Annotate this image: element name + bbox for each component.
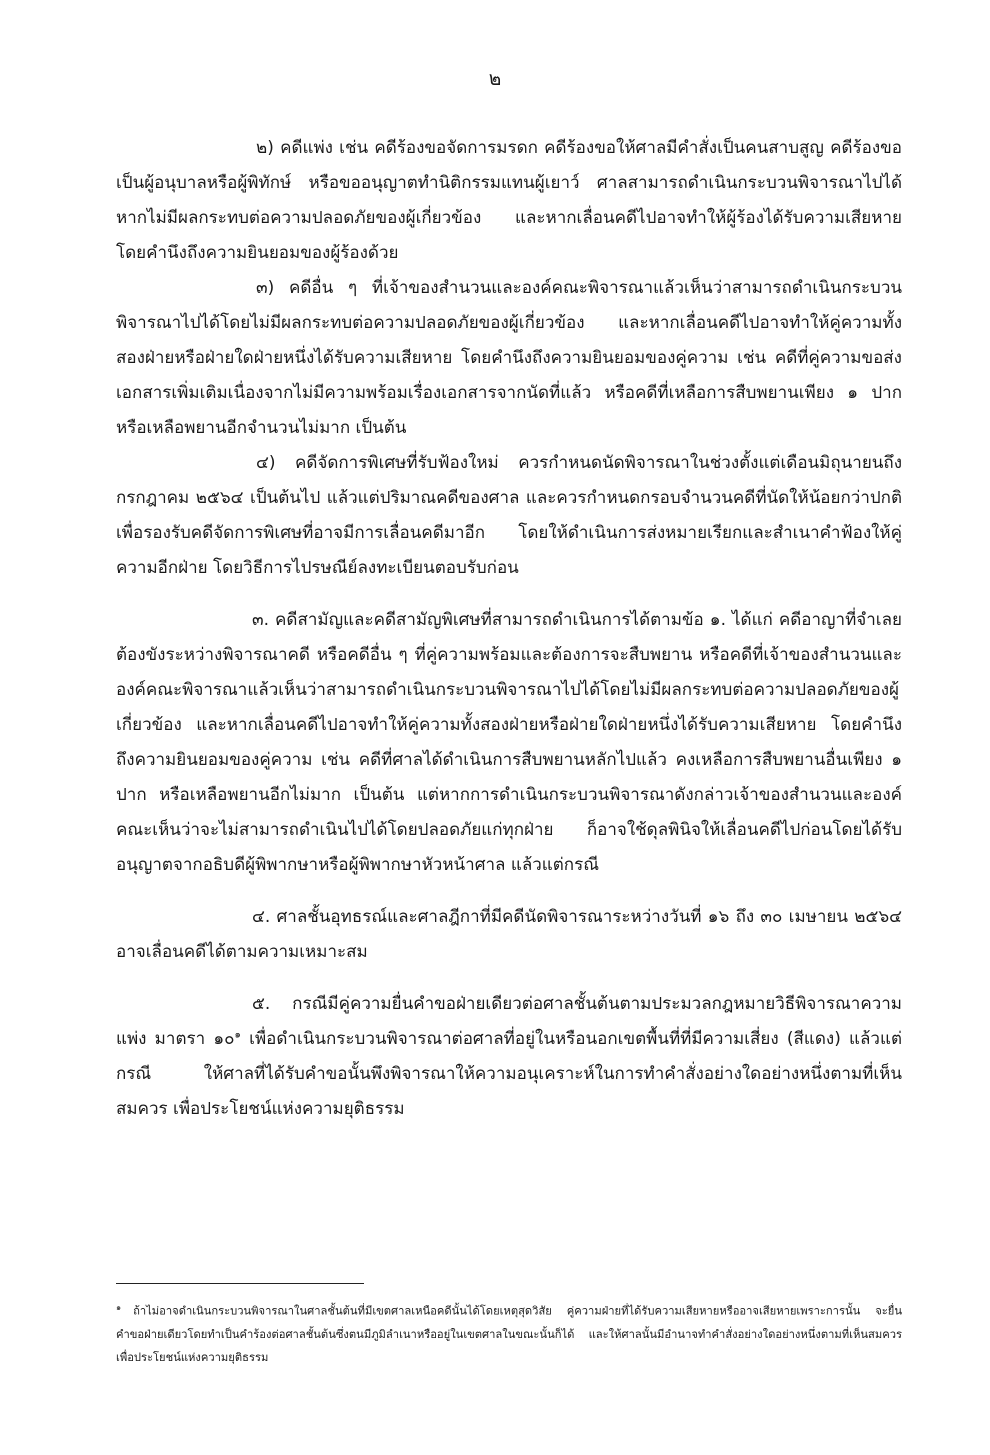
footnote-text: ถ้าไม่อาจดำเนินกระบวนพิจารณาในศาลชั้นต้นที่มีเขตศาลเหนือคดีนั้นได้โดยเหตุสุดวิสัย คู่ความฝ่ายที่ได้รับความเสียหายหรืออาจเสียหายเพราะการนั้น จะยื่นคำขอฝ่ายเดียวโดยทำเป็นคำร้องต่อศาลชั้นต้นซึ่งตนมีภูมิลำเนาหรืออยู่ในเขตศาลในขณะนั้นก็ได้ และให้ศาลนั้นมีอำนาจทำคำสั่งอย่างใดอย่างหนึ่งตามที่เห็นสมควร เพื่อประโยชน์แห่งความยุติธรรม xyxy=(116,1304,902,1364)
paragraph-text-after: เพื่อดำเนินกระบวนพิจารณาต่อศาลที่อยู่ในหรือนอกเขตพื้นที่ที่มีความเสี่ยง (สีแดง) แล้วแต่กรณี ให้ศาลที่ได้รับคำขอนั้นพึงพิจารณาให้ความอนุเคราะห์ในการทำคำสั่งอย่างใดอย่างหนึ่งตามที่เห็นสมควร เพื่อประโยชน์แห่งความยุติธรรม xyxy=(116,1029,902,1119)
page-number: ๒ xyxy=(488,68,502,90)
paragraph-appeal-courts: ๔. ศาลชั้นอุทธรณ์และศาลฎีกาที่มีคดีนัดพิจารณาระหว่างวันที่ ๑๖ ถึง ๓๐ เมษายน ๒๕๖๔ อาจเลื่อนคดีได้ตามความเหมาะสม xyxy=(116,907,902,962)
paragraph-ordinary-cases: ๓. คดีสามัญและคดีสามัญพิเศษที่สามารถดำเนินการได้ตามข้อ ๑. ได้แก่ คดีอาญาที่จำเลยต้องขังระหว่างพิจารณาคดี หรือคดีอื่น ๆ ที่คู่ความพร้อมและต้องการจะสืบพยาน หรือคดีที่เจ้าของสำนวนและองค์คณะพิจารณาแล้วเห็นว่าสามารถดำเนินกระบวนพิจารณาไปได้โดยไม่มีผลกระทบต่อความปลอดภัยของผู้เกี่ยวข้อง และหากเลื่อนคดีไปอาจทำให้คู่ความทั้งสองฝ่ายหรือฝ่ายใดฝ่ายหนึ่งได้รับความเสียหาย โดยคำนึงถึงความยินยอมของคู่ความ เช่น คดีที่ศาลได้ดำเนินการสืบพยานหลักไปแล้ว คงเหลือการสืบพยานอื่นเพียง ๑ ปาก หรือเหลือพยานอีกไม่มาก เป็นต้น แต่หากการดำเนินกระบวนพิจารณาดังกล่าวเจ้าของสำนวนและองค์คณะเห็นว่าจะไม่สามารถดำเนินไปได้โดยปลอดภัยแก่ทุกฝ่าย ก็อาจใช้ดุลพินิจให้เลื่อนคดีไปก่อนโดยได้รับอนุญาตจากอธิบดีผู้พิพากษาหรือผู้พิพากษาหัวหน้าศาล แล้วแต่กรณี xyxy=(116,610,902,875)
paragraph-text-before: ๕. กรณีมีคู่ความยื่นคำขอฝ่ายเดียวต่อศาลชั้นต้นตามประมวลกฎหมายวิธีพิจารณาความแพ่ง มาตรา ๑๐ xyxy=(116,994,902,1049)
document-body xyxy=(116,131,902,1127)
footnote-mark: ๑ xyxy=(116,1303,122,1312)
footnote xyxy=(116,1296,902,1369)
paragraph-other-cases: ๓) คดีอื่น ๆ ที่เจ้าของสำนวนและองค์คณะพิจารณาแล้วเห็นว่าสามารถดำเนินกระบวนพิจารณาไปได้โดยไม่มีผลกระทบต่อความปลอดภัยของผู้เกี่ยวข้อง และหากเลื่อนคดีไปอาจทำให้คู่ความทั้งสองฝ่ายหรือฝ่ายใดฝ่ายหนึ่งได้รับความเสียหาย โดยคำนึงถึงความยินยอมของคู่ความ เช่น คดีที่คู่ความขอส่งเอกสารเพิ่มเติมเนื่องจากไม่มีความพร้อมเรื่องเอกสารจากนัดที่แล้ว หรือคดีที่เหลือการสืบพยานเพียง ๑ ปาก หรือเหลือพยานอีกจำนวนไม่มาก เป็นต้น xyxy=(116,278,902,438)
footnote-divider xyxy=(116,1283,364,1284)
footnote-reference[interactable]: ๑ xyxy=(234,1029,241,1041)
paragraph-ex-parte-requests xyxy=(116,987,902,1127)
paragraph-civil-cases: ๒) คดีแพ่ง เช่น คดีร้องขอจัดการมรดก คดีร้องขอให้ศาลมีคำสั่งเป็นคนสาบสูญ คดีร้องขอเป็นผู้อนุบาลหรือผู้พิทักษ์ หรือขออนุญาตทำนิติกรรมแทนผู้เยาว์ ศาลสามารถดำเนินกระบวนพิจารณาไปได้หากไม่มีผลกระทบต่อความปลอดภัยของผู้เกี่ยวข้อง และหากเลื่อนคดีไปอาจทำให้ผู้ร้องได้รับความเสียหาย โดยคำนึงถึงความยินยอมของผู้ร้องด้วย xyxy=(116,138,902,263)
paragraph-special-cases: ๔) คดีจัดการพิเศษที่รับฟ้องใหม่ ควรกำหนดนัดพิจารณาในช่วงตั้งแต่เดือนมิถุนายนถึงกรกฎาคม ๒๕๖๔ เป็นต้นไป แล้วแต่ปริมาณคดีของศาล และควรกำหนดกรอบจำนวนคดีที่นัดให้น้อยกว่าปกติเพื่อรองรับคดีจัดการพิเศษที่อาจมีการเลื่อนคดีมาอีก โดยให้ดำเนินการส่งหมายเรียกและสำเนาคำฟ้องให้คู่ความอีกฝ่าย โดยวิธีการไปรษณีย์ลงทะเบียนตอบรับก่อน xyxy=(116,453,902,578)
